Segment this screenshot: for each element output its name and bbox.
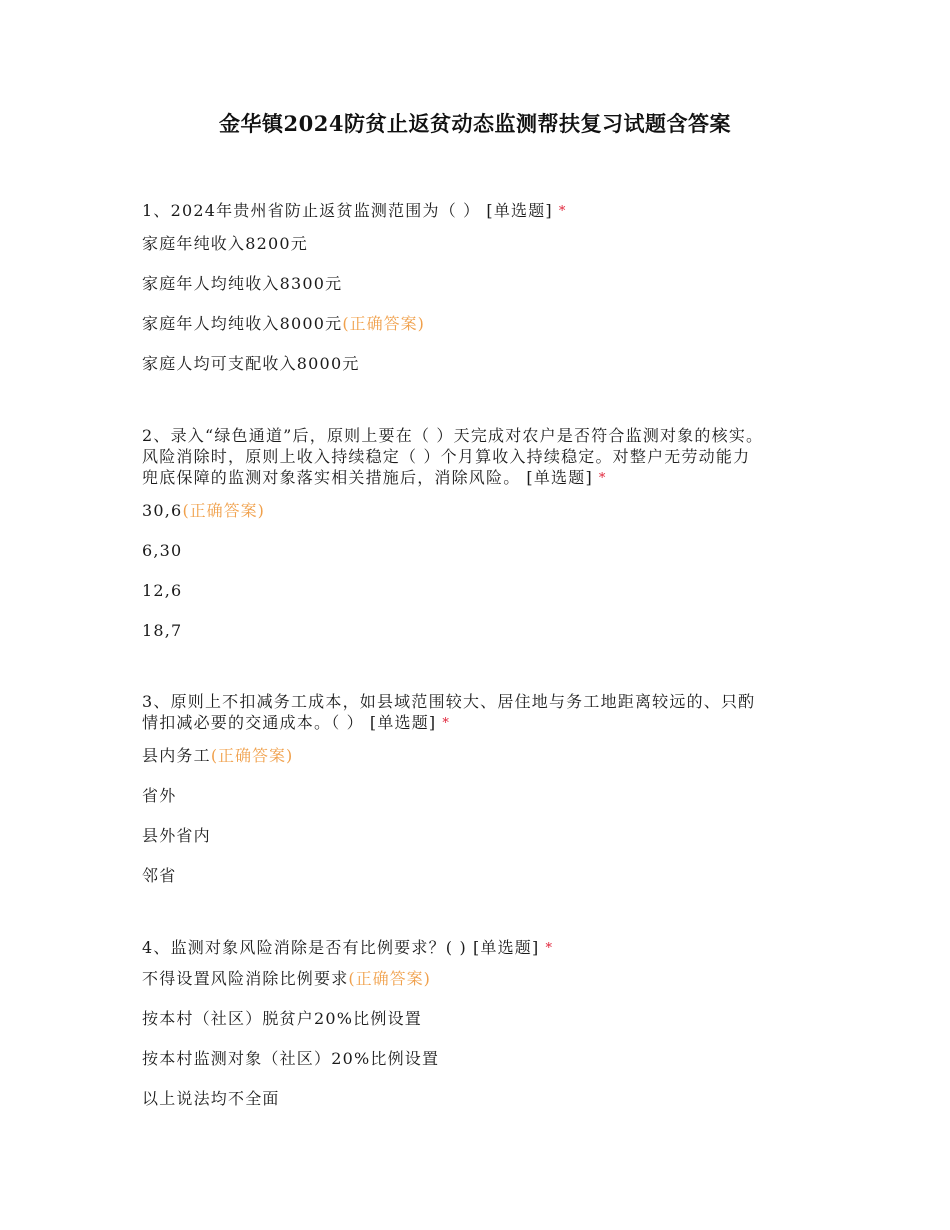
required-mark: *	[545, 941, 554, 956]
option-text: 以上说法均不全面	[142, 1089, 280, 1108]
document-title: 金华镇2024防贫止返贫动态监测帮扶复习试题含答案	[219, 111, 731, 136]
correct-answer-tag: (正确答案)	[182, 501, 265, 520]
option-item	[142, 273, 832, 294]
option-text: 不得设置风险消除比例要求	[142, 969, 349, 988]
option-item	[142, 313, 832, 334]
option-text: 县内务工	[142, 746, 211, 765]
question-stem-text: 1、2024年贵州省防止返贫监测范围为（ ）	[142, 201, 481, 220]
correct-answer-tag: (正确答案)	[348, 969, 431, 988]
option-item	[142, 500, 832, 521]
option-text: 家庭年人均纯收入8000元	[142, 314, 343, 333]
option-text: 省外	[142, 786, 177, 805]
option-text: 按本村监测对象（社区）20%比例设置	[142, 1049, 440, 1068]
question-type: [单选题]	[526, 468, 593, 487]
correct-answer-tag: (正确答案)	[342, 314, 425, 333]
option-text: 邻省	[142, 866, 177, 885]
question-stem-line: 2、录入“绿色通道”后，原则上要在（ ）天完成对农户是否符合监测对象的核实。	[142, 426, 764, 445]
option-item	[142, 745, 832, 766]
option-text: 家庭年纯收入8200元	[142, 234, 308, 253]
question-type: [单选题]	[369, 713, 437, 732]
option-item	[142, 785, 832, 806]
question-type: [单选题]	[486, 201, 553, 220]
option-text: 18,7	[142, 621, 183, 640]
option-item	[142, 825, 832, 846]
option-item	[142, 865, 832, 886]
option-text: 县外省内	[142, 826, 211, 845]
question-2	[142, 425, 832, 641]
question-3	[142, 691, 832, 886]
question-4	[142, 937, 832, 1109]
required-mark: *	[598, 471, 607, 486]
question-stem-text: 4、监测对象风险消除是否有比例要求？( )	[142, 938, 467, 957]
question-stem-line: 兜底保障的监测对象落实相关措施后，消除风险。	[142, 468, 521, 487]
option-text: 12,6	[142, 581, 183, 600]
question-stem	[142, 425, 832, 489]
option-item	[142, 620, 832, 641]
option-text: 按本村（社区）脱贫户20%比例设置	[142, 1009, 422, 1028]
option-item	[142, 540, 832, 561]
question-stem	[142, 691, 832, 734]
required-mark: *	[558, 204, 567, 219]
question-stem	[142, 937, 832, 959]
question-type: [单选题]	[472, 938, 540, 957]
question-stem-line: 3、原则上不扣减务工成本，如县域范围较大、居住地与务工地距离较远的、只酌	[142, 692, 756, 711]
required-mark: *	[442, 716, 451, 731]
option-item	[142, 1008, 832, 1029]
question-1	[142, 200, 832, 374]
option-text: 家庭人均可支配收入8000元	[142, 354, 360, 373]
option-item	[142, 968, 832, 989]
option-item	[142, 353, 832, 374]
question-stem-line: 情扣减必要的交通成本。（ ）	[142, 713, 364, 732]
option-text: 30,6	[142, 501, 183, 520]
option-text: 家庭年人均纯收入8300元	[142, 274, 343, 293]
option-item	[142, 1048, 832, 1069]
option-item	[142, 580, 832, 601]
question-stem-line: 风险消除时，原则上收入持续稳定（ ）个月算收入持续稳定。对整户无劳动能力	[142, 447, 751, 466]
option-text: 6,30	[142, 541, 183, 560]
option-item	[142, 233, 832, 254]
correct-answer-tag: (正确答案)	[210, 746, 294, 765]
question-stem	[142, 200, 832, 222]
option-item	[142, 1088, 832, 1109]
